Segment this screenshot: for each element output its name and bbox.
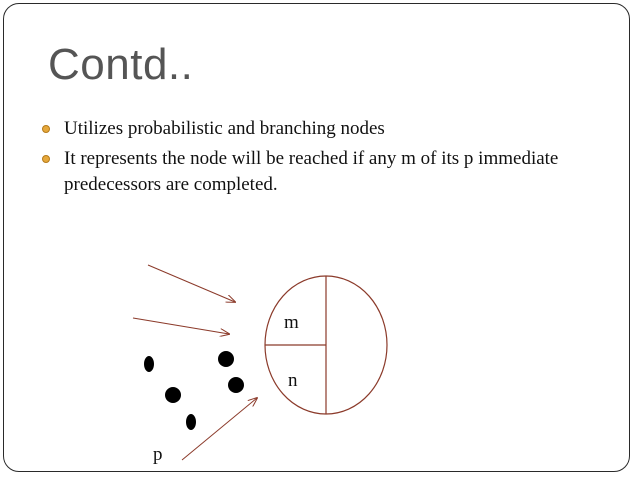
incoming-arrow-2 [133,318,229,334]
bullet-text: It represents the node will be reached if any m of its p immediate predecessors are completed. [64,148,559,195]
predecessor-dot [228,377,244,393]
predecessor-dot [165,387,181,403]
predecessor-dot [144,356,154,372]
predecessor-dot [218,351,234,367]
slide-title: Contd.. [48,40,194,89]
node-label-m: m [284,312,299,333]
incoming-arrow-1 [148,265,235,302]
node-label-n: n [288,370,298,391]
predecessor-dot [186,414,196,430]
predecessors-label-p: p [153,444,163,465]
bullet-text: Utilizes probabilistic and branching nodes [64,118,385,139]
